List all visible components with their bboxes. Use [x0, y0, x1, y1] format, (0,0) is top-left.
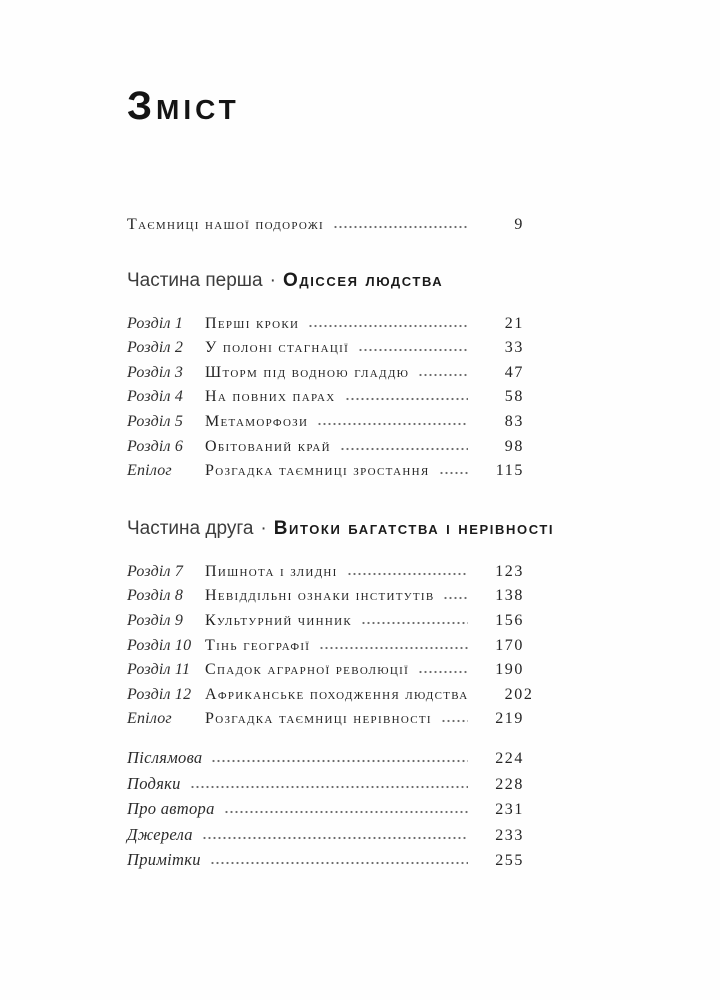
page-number: 9 [514, 216, 524, 233]
dotted-leader [441, 712, 468, 723]
page-number: 224 [495, 749, 524, 767]
page-number: 115 [495, 462, 524, 480]
page-title: Зміст [127, 84, 240, 128]
page-number: 233 [495, 826, 524, 844]
dotted-leader [439, 464, 468, 475]
backmatter-label: Джерела [127, 824, 193, 844]
toc-row [127, 385, 524, 410]
part-separator: · [269, 269, 276, 291]
chapter-title: Культурний чинник [205, 611, 352, 629]
toc-row [127, 609, 524, 634]
toc-row [127, 823, 524, 849]
chapter-title: Тінь географії [205, 636, 311, 654]
part-heading-2 [127, 516, 555, 542]
part-title: Одіссея людства [282, 269, 444, 291]
toc-row [127, 848, 524, 874]
dotted-leader [317, 415, 468, 426]
part-title: Витоки багатства і нерівності [273, 517, 555, 539]
page-number: 58 [504, 388, 524, 406]
chapter-title: У полоні стагнації [205, 339, 350, 357]
toc-row [127, 707, 524, 732]
page-number: 156 [495, 611, 524, 629]
chapter-label: Епілог [127, 462, 172, 480]
page-number: 83 [504, 412, 524, 430]
page-number: 33 [504, 339, 524, 357]
chapter-label: Розділ 5 [127, 412, 184, 430]
dotted-leader [347, 565, 468, 576]
dotted-leader [190, 778, 468, 789]
dotted-leader [418, 366, 468, 377]
chapter-title: Розгадка таємниці зростання [205, 462, 430, 480]
chapter-title: Метаморфози [205, 412, 309, 430]
part-1-chapters [127, 312, 524, 484]
toc-row [127, 683, 534, 708]
chapter-title: Африканське походження людства [205, 685, 469, 703]
dotted-leader [340, 440, 468, 451]
dotted-leader [443, 589, 468, 600]
page-number: 231 [495, 801, 524, 819]
chapter-title: Обітований край [205, 437, 331, 455]
dotted-leader [345, 390, 468, 401]
dotted-leader [333, 218, 468, 229]
part-2-chapters [127, 560, 534, 732]
chapter-label: Розділ 2 [127, 339, 184, 357]
toc-row [127, 361, 524, 386]
toc-row [127, 584, 524, 609]
toc-row [127, 312, 524, 337]
page-number: 228 [495, 775, 524, 793]
entry-title: Таємниці нашої подорожі [127, 216, 324, 233]
chapter-title: Спадок аграрної революції [205, 661, 410, 679]
dotted-leader [210, 854, 468, 865]
chapter-label: Епілог [127, 710, 172, 728]
part-name: Частина друга [127, 517, 254, 539]
backmatter-section [127, 746, 524, 874]
part-name: Частина перша [127, 269, 263, 291]
dotted-leader [224, 803, 468, 814]
page-number: 21 [504, 314, 524, 332]
chapter-label: Розділ 4 [127, 388, 184, 406]
dotted-leader [211, 752, 468, 763]
dotted-leader [202, 829, 468, 840]
toc-row [127, 435, 524, 460]
toc-row [127, 797, 524, 823]
chapter-label: Розділ 7 [127, 562, 184, 580]
page-number: 170 [495, 636, 524, 654]
toc-row [127, 658, 524, 683]
part-separator: · [260, 517, 267, 539]
backmatter-label: Примітки [127, 850, 201, 870]
chapter-label: Розділ 3 [127, 363, 184, 381]
page-number: 98 [504, 437, 524, 455]
chapter-title: Шторм під водною гладдю [205, 363, 410, 381]
toc-row [127, 336, 524, 361]
backmatter-label: Подяки [127, 773, 181, 793]
dotted-leader [308, 317, 468, 328]
chapter-label: Розділ 8 [127, 587, 184, 605]
toc-row-intro [127, 213, 524, 238]
backmatter-label: Післямова [127, 747, 203, 767]
chapter-title: На повних парах [205, 388, 336, 406]
page-number: 255 [495, 852, 524, 870]
page-number: 219 [495, 710, 524, 728]
page-number: 202 [504, 685, 534, 703]
page-number: 47 [504, 363, 524, 381]
toc-row [127, 560, 524, 585]
page-number: 123 [495, 562, 524, 580]
toc-row [127, 746, 524, 772]
chapter-label: Розділ 10 [127, 636, 192, 654]
toc-row [127, 410, 524, 435]
dotted-leader [361, 614, 468, 625]
dotted-leader [418, 663, 468, 674]
toc-row [127, 634, 524, 659]
chapter-title: Перші кроки [205, 314, 300, 332]
part-heading-1 [127, 268, 524, 294]
chapter-label: Розділ 9 [127, 611, 184, 629]
chapter-title: Розгадка таємниці нерівності [205, 710, 432, 728]
chapter-label: Розділ 11 [127, 661, 191, 679]
chapter-label: Розділ 1 [127, 314, 184, 332]
toc-row [127, 772, 524, 798]
page-number: 138 [495, 587, 524, 605]
backmatter-label: Про автора [127, 799, 215, 819]
chapter-label: Розділ 12 [127, 685, 192, 703]
toc-row [127, 459, 524, 484]
chapter-title: Пишнота і злидні [205, 562, 338, 580]
chapter-title: Невіддільні ознаки інститутів [205, 587, 435, 605]
dotted-leader [358, 341, 468, 352]
chapter-label: Розділ 6 [127, 437, 184, 455]
dotted-leader [319, 639, 468, 650]
page-number: 190 [495, 661, 524, 679]
